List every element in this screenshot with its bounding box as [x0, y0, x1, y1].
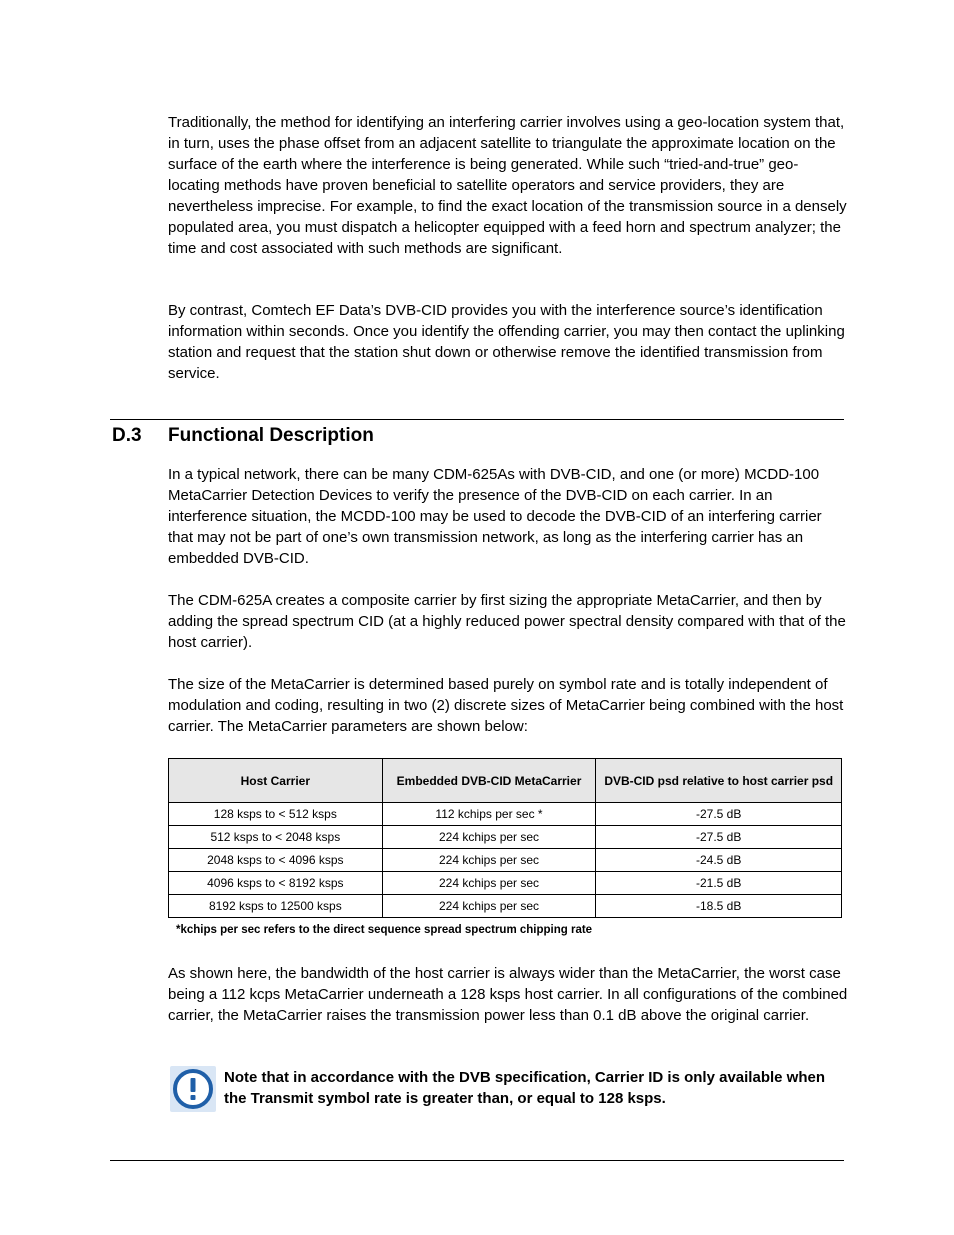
section-paragraph-3: The size of the MetaCarrier is determined based purely on symbol rate and is totally independent of modulation and coding, resulting in two (2) discrete sizes of MetaCarrier being combined with the host carrier. The MetaCarrier parameters are shown below: [168, 676, 844, 735]
table-row [169, 849, 842, 872]
footer-divider [110, 1160, 844, 1161]
section-paragraph-2: The CDM-625A creates a composite carrier by first sizing the appropriate MetaCarrier, and then by adding the spread spectrum CID (at a highly reduced power spectral density compared with that of the host carrier). [168, 592, 846, 651]
cell-metacarrier: 112 kchips per sec * [382, 803, 596, 826]
cell-metacarrier: 224 kchips per sec [382, 872, 596, 895]
cell-host-carrier: 2048 ksps to < 4096 ksps [169, 849, 383, 872]
table-header-row [169, 759, 842, 803]
cell-psd: -21.5 dB [596, 872, 842, 895]
cell-host-carrier: 4096 ksps to < 8192 ksps [169, 872, 383, 895]
section-divider [110, 419, 844, 420]
cell-metacarrier: 224 kchips per sec [382, 849, 596, 872]
section-number: D.3 [112, 425, 142, 446]
info-icon [170, 1066, 216, 1112]
table-row [169, 895, 842, 918]
cell-metacarrier: 224 kchips per sec [382, 826, 596, 849]
section-title: Functional Description [168, 425, 374, 446]
cell-metacarrier: 224 kchips per sec [382, 895, 596, 918]
cell-host-carrier: 8192 ksps to 12500 ksps [169, 895, 383, 918]
intro-paragraph-2: By contrast, Comtech EF Data’s DVB-CID provides you with the interference source’s identification information within seconds. Once you identify the offending carrier, you may then contact the uplinking station and request that the station shut down or otherwise remove the identified transmission from service. [168, 302, 845, 382]
cell-host-carrier: 128 ksps to < 512 ksps [169, 803, 383, 826]
header-metacarrier: Embedded DVB-CID MetaCarrier [382, 759, 596, 803]
section-paragraph-4: As shown here, the bandwidth of the host carrier is always wider than the MetaCarrier, the worst case being a 112 kcps MetaCarrier underneath a 128 ksps host carrier. In all configurations of the combined carrier, the MetaCarrier raises the transmission power less than 0.1 dB above the original carrier. [168, 965, 848, 1024]
cell-psd: -27.5 dB [596, 803, 842, 826]
cell-psd: -24.5 dB [596, 849, 842, 872]
intro-paragraph-1: Traditionally, the method for identifying an interfering carrier involves using a geo-location system that, in turn, uses the phase offset from an adjacent satellite to triangulate the approximate location on the surface of the earth where the interference is being generated. While such “tried-and-true” geo-locating methods have proven beneficial to satellite operators and service providers, they are nevertheless imprecise. For example, to find the exact location of the transmission source in a densely populated area, you must dispatch a helicopter equipped with a feed horn and spectrum analyzer; the time and cost associated with such methods are significant. [168, 114, 847, 257]
cell-host-carrier: 512 ksps to < 2048 ksps [169, 826, 383, 849]
table-row [169, 872, 842, 895]
header-host-carrier: Host Carrier [169, 759, 383, 803]
header-psd: DVB-CID psd relative to host carrier psd [596, 759, 842, 803]
metacarrier-table [168, 758, 842, 918]
note-text: Note that in accordance with the DVB specification, Carrier ID is only available when the Transmit symbol rate is greater than, or equal to 128 ksps. [224, 1069, 825, 1107]
cell-psd: -18.5 dB [596, 895, 842, 918]
cell-psd: -27.5 dB [596, 826, 842, 849]
section-paragraph-1: In a typical network, there can be many CDM-625As with DVB-CID, and one (or more) MCDD-100 MetaCarrier Detection Devices to verify the presence of the DVB-CID on each carrier. In an interference situation, the MCDD-100 may be used to decode the DVB-CID of an interfering carrier that may not be part of one’s own transmission network, as long as the interfering carrier has an embedded DVB-CID. [168, 466, 822, 567]
table-row [169, 826, 842, 849]
table-footnote: *kchips per sec refers to the direct sequence spread spectrum chipping rate [176, 924, 593, 936]
table-row [169, 803, 842, 826]
